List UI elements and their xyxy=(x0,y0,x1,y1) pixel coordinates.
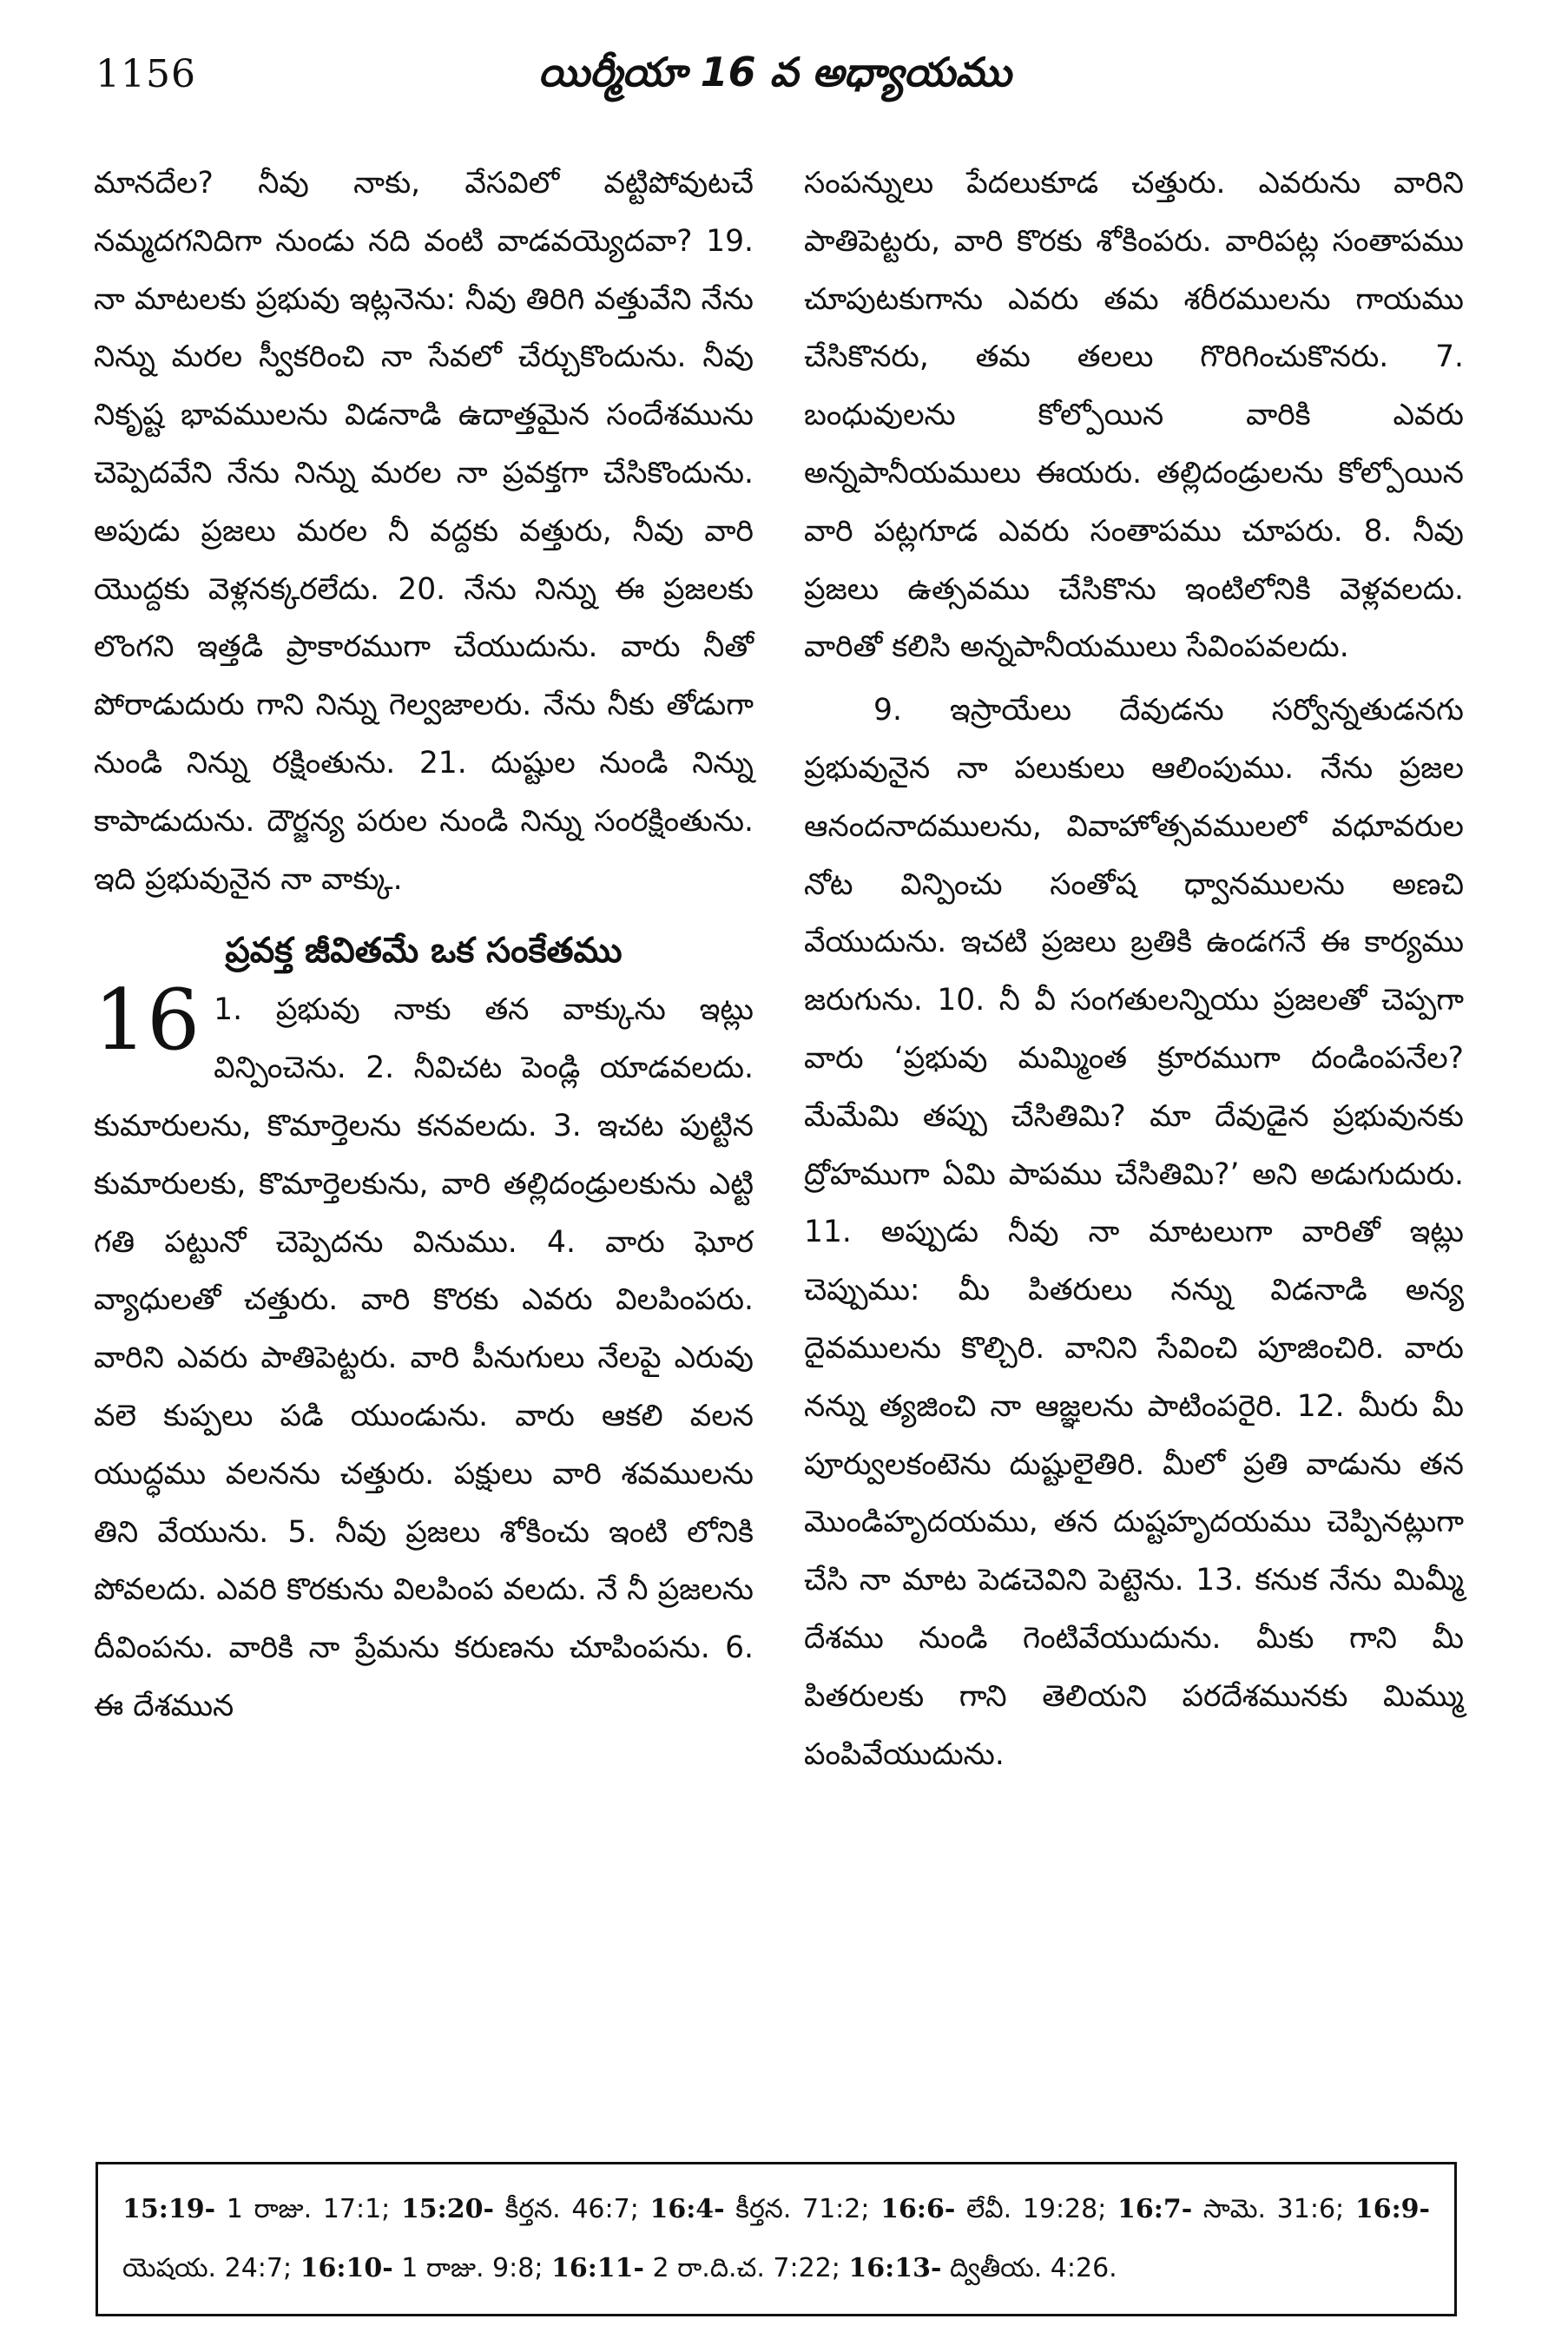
body-paragraph: 9. ఇస్రాయేలు దేవుడను సర్వోన్నతుడనగు ప్రభువునైన నా పలుకులు ఆలింపుము. నేను ప్రజల ఆనందనాదములను, వివాహోత్సవములలో వధూవరుల నోట విన్పించు సంతోష ధ్వానములను అణచి వేయుదును. ఇచటి ప్రజలు బ్రతికి ఉండగనే ఈ కార్యము జరుగును. 10. నీ వీ సంగతులన్నియు ప్రజలతో చెప్పగా వారు ‘ప్రభువు మమ్మింత క్రూరముగా దండింపనేల? మేమేమి తప్పు చేసితిమి? మా దేవుడైన ప్రభువునకు ద్రోహముగా ఏమి పాపము చేసితిమి?’ అని అడుగుదురు. 11. అప్పుడు నీవు నా మాటలుగా వారితో ఇట్లు చెప్పుము: మీ పితరులు నన్ను విడనాడి అన్య దైవములను కొల్చిరి. వానిని సేవించి పూజించిరి. వారు నన్ను త్యజించి నా ఆజ్ఞలను పాటింపరైరి. 12. మీరు మీ పూర్వులకంటెను దుష్టులైతిరి. మీలో ప్రతి వాడును తన మొండిహృదయము, తన దుష్టహృదయము చెప్పినట్లుగా చేసి నా మాట పెడచెవిని పెట్టెను. 13. కనుక నేను మిమ్మీ దేశము నుండి గెంటివేయుదును. మీకు గాని మీ పితరులకు గాని తెలియని పరదేశమునకు మిమ్ము పంపివేయుదును. xyxy=(804,693,1464,1772)
ref-item xyxy=(649,2194,880,2224)
ref-key: 16:11- xyxy=(550,2253,645,2283)
chapter-text: 1. ప్రభువు నాకు తన వాక్కును ఇట్లు విన్పించెను. 2. నీవిచట పెండ్లి యాడవలదు. కుమారులను, కొమార్తెలను కనవలదు. 3. ఇచట పుట్టిన కుమారులకు, కొమార్తెలకును, వారి తల్లిదండ్రులకును ఎట్టి గతి పట్టునో చెప్పెదను వినుము. 4. వారు ఘోర వ్యాధులతో చత్తురు. వారి కొరకు ఎవరు విలపింపరు. వారిని ఎవరు పాతిపెట్టరు. వారి పీనుగులు నేలపై ఎరువు వలె కుప్పలు పడి యుండును. వారు ఆకలి వలన యుద్ధము వలనను చత్తురు. పక్షులు వారి శవములను తిని వేయును. 5. నీవు ప్రజలు శోకించు ఇంటి లోనికి పోవలదు. ఎవరి కొరకును విలపింప వలదు. నే నీ ప్రజలను దీవింపను. వారికి నా ప్రేమను కరుణను చూపింపను. 6. ఈ దేశమున xyxy=(94,992,754,1723)
ref-item xyxy=(122,2194,401,2224)
ref-item xyxy=(848,2253,1117,2283)
ref-key: 15:20- xyxy=(400,2194,494,2224)
ref-key: 16:9- xyxy=(1354,2194,1430,2224)
ref-key: 16:7- xyxy=(1117,2194,1193,2224)
ref-text: సామె. 31:6; xyxy=(1192,2194,1355,2224)
ref-text: 2 రా.ది.చ. 7:22; xyxy=(644,2253,849,2283)
ref-text: 1 రాజు. 17:1; xyxy=(215,2194,401,2224)
ref-item xyxy=(401,2194,650,2224)
page-number: 1156 xyxy=(96,52,196,96)
ref-key: 16:13- xyxy=(848,2253,942,2283)
ref-key: 15:19- xyxy=(122,2194,216,2224)
ref-item xyxy=(880,2194,1117,2224)
cross-references-box xyxy=(96,2162,1457,2316)
ref-item xyxy=(1117,2194,1355,2224)
ref-key: 16:10- xyxy=(300,2253,393,2283)
section-title: ప్రవక్త జీవితమే ఒక సంకేతము xyxy=(225,931,623,972)
ref-text: కీర్తన. 46:7; xyxy=(493,2194,650,2224)
body-paragraph: సంపన్నులు పేదలుకూడ చత్తురు. ఎవరును వారిని పాతిపెట్టరు, వారి కొరకు శోకింపరు. వారిపట్ల సంతాపము చూపుటకుగాను ఎవరు తమ శరీరములను గాయము చేసికొనరు, తమ తలలు గొరిగించుకొనరు. 7. బంధువులను కోల్పోయిన వారికి ఎవరు అన్నపానీయములు ఈయరు. తల్లిదండ్రులను కోల్పోయిన వారి పట్లగూడ ఎవరు సంతాపము చూపరు. 8. నీవు ప్రజలు ఉత్సవము చేసికొను ఇంటిలోనికి వెళ్లవలదు. వారితో కలిసి అన్నపానీయములు సేవింపవలదు. xyxy=(804,166,1464,665)
right-column xyxy=(804,155,1464,1783)
chapter-paragraph xyxy=(94,972,754,1735)
chapter-number: 16 xyxy=(94,972,201,1070)
ref-key: 16:6- xyxy=(880,2194,956,2224)
body-paragraph: మానదేల? నీవు నాకు, వేసవిలో వట్టిపోవుటచే నమ్మదగనిదిగా నుండు నది వంటి వాడవయ్యెదవా? 19. నా మాటలకు ప్రభువు ఇట్లనెను: నీవు తిరిగి వత్తువేని నేను నిన్ను మరల స్వీకరించి నా సేవలో చేర్చుకొందును. నీవు నికృష్ట భావములను విడనాడి ఉదాత్తమైన సందేశమును చెప్పెదవేని నేను నిన్ను మరల నా ప్రవక్తగా చేసికొందును. అపుడు ప్రజలు మరల నీ వద్దకు వత్తురు, నీవు వారి యొద్దకు వెళ్లనక్కరలేదు. 20. నేను నిన్ను ఈ ప్రజలకు లొంగని ఇత్తడి ప్రాకారముగా చేయుదును. వారు నీతో పోరాడుదురు గాని నిన్ను గెల్వజాలరు. నేను నీకు తోడుగా నుండి నిన్ను రక్షింతును. 21. దుష్టుల నుండి నిన్ను కాపాడుదును. దౌర్జన్య పరుల నుండి నిన్ను సంరక్షింతును. ఇది ప్రభువునైన నా వాక్కు. xyxy=(94,166,754,897)
ref-item xyxy=(300,2253,551,2283)
ref-text: లేవీ. 19:28; xyxy=(955,2194,1117,2224)
ref-text: 1 రాజు. 9:8; xyxy=(392,2253,551,2283)
ref-key: 16:4- xyxy=(649,2194,725,2224)
running-title: యిర్మీయా 16 వ అధ్యాయము xyxy=(538,49,1011,96)
ref-item xyxy=(551,2253,848,2283)
ref-text: కీర్తన. 71:2; xyxy=(724,2194,881,2224)
ref-text: ద్వితీయ. 4:26. xyxy=(941,2253,1117,2283)
ref-text: యెషయ. 24:7; xyxy=(122,2253,300,2283)
left-column xyxy=(94,155,754,1736)
